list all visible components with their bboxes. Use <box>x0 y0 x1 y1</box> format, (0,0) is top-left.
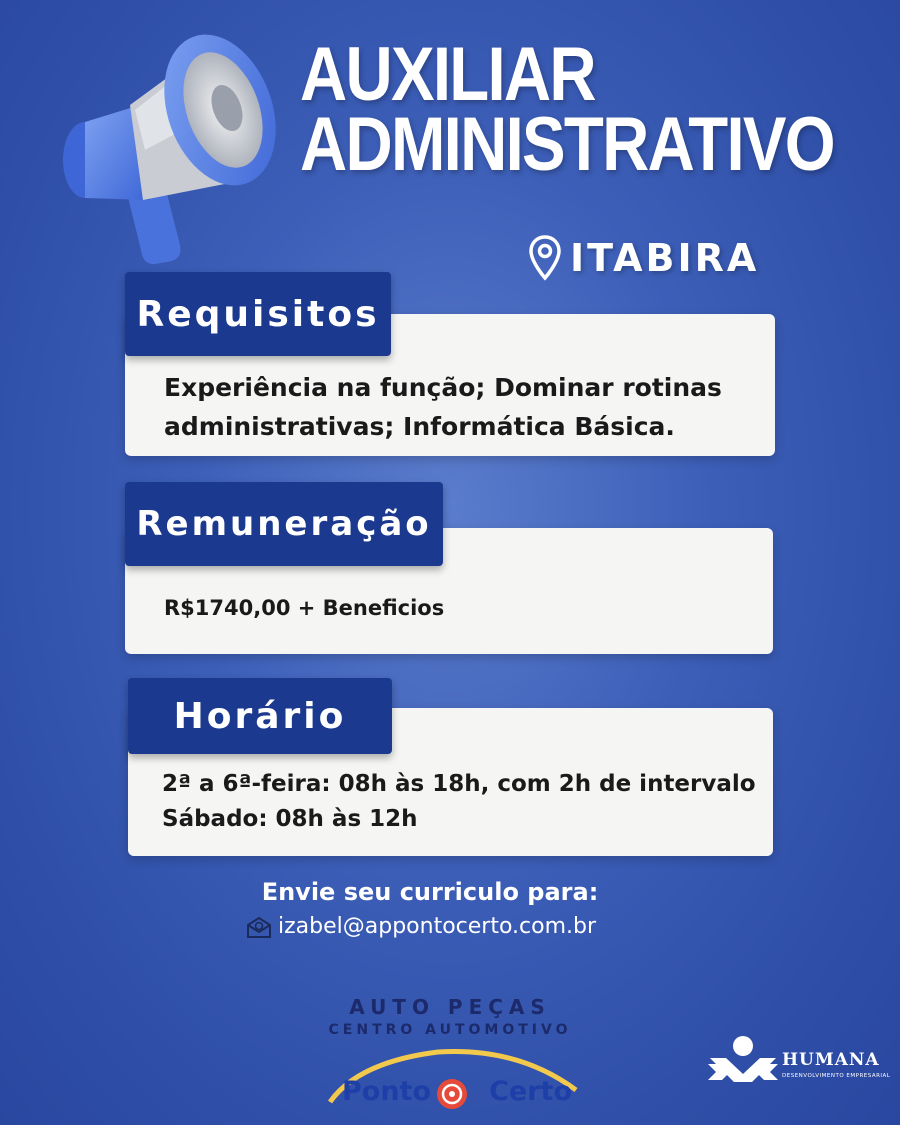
remuneracao-label: Remuneração <box>136 504 432 544</box>
remuneracao-tag <box>125 482 443 566</box>
requisitos-tag <box>125 272 391 356</box>
requisitos-label: Requisitos <box>136 293 380 335</box>
requisitos-line1: Experiência na função; Dominar rotinas <box>164 373 722 402</box>
horario-tag <box>128 678 392 754</box>
horario-line1: 2ª a 6ª-feira: 08h às 18h, com 2h de intervalo <box>162 771 756 797</box>
requisitos-text <box>164 368 722 446</box>
city-name: ITABIRA <box>570 236 760 280</box>
location-pin-icon <box>528 234 562 282</box>
email-address[interactable]: izabel@appontocerto.com.br <box>278 914 597 939</box>
email-row <box>246 914 596 939</box>
remuneracao-text <box>164 593 444 623</box>
horario-text <box>162 767 756 837</box>
job-title <box>300 32 890 187</box>
ponto-certo-brand <box>342 1076 572 1107</box>
ponto-certo-line1: AUTO PEÇAS <box>349 995 551 1019</box>
email-envelope-icon <box>246 915 272 939</box>
ponto-certo-brand-right: Certo <box>489 1076 572 1107</box>
megaphone-icon <box>55 10 285 270</box>
requisitos-line2: administrativas; Informática Básica. <box>164 412 675 441</box>
horario-label: Horário <box>173 695 347 737</box>
send-cv-heading: Envie seu curriculo para: <box>261 878 599 906</box>
humana-logo-icon <box>706 1034 780 1090</box>
job-title-line2: ADMINISTRATIVO <box>300 102 834 187</box>
horario-line2: Sábado: 08h às 12h <box>162 806 418 832</box>
ponto-certo-brand-left: Ponto <box>342 1076 432 1107</box>
job-title-line1: AUXILIAR <box>300 32 595 117</box>
humana-name: HUMANA <box>782 1050 880 1070</box>
ponto-certo-line2: CENTRO AUTOMOTIVO <box>328 1022 572 1038</box>
location <box>528 230 759 286</box>
humana-tagline: DESENVOLVIMENTO EMPRESARIAL <box>782 1073 891 1079</box>
remuneracao-line1: R$1740,00 + Beneficios <box>164 596 445 620</box>
